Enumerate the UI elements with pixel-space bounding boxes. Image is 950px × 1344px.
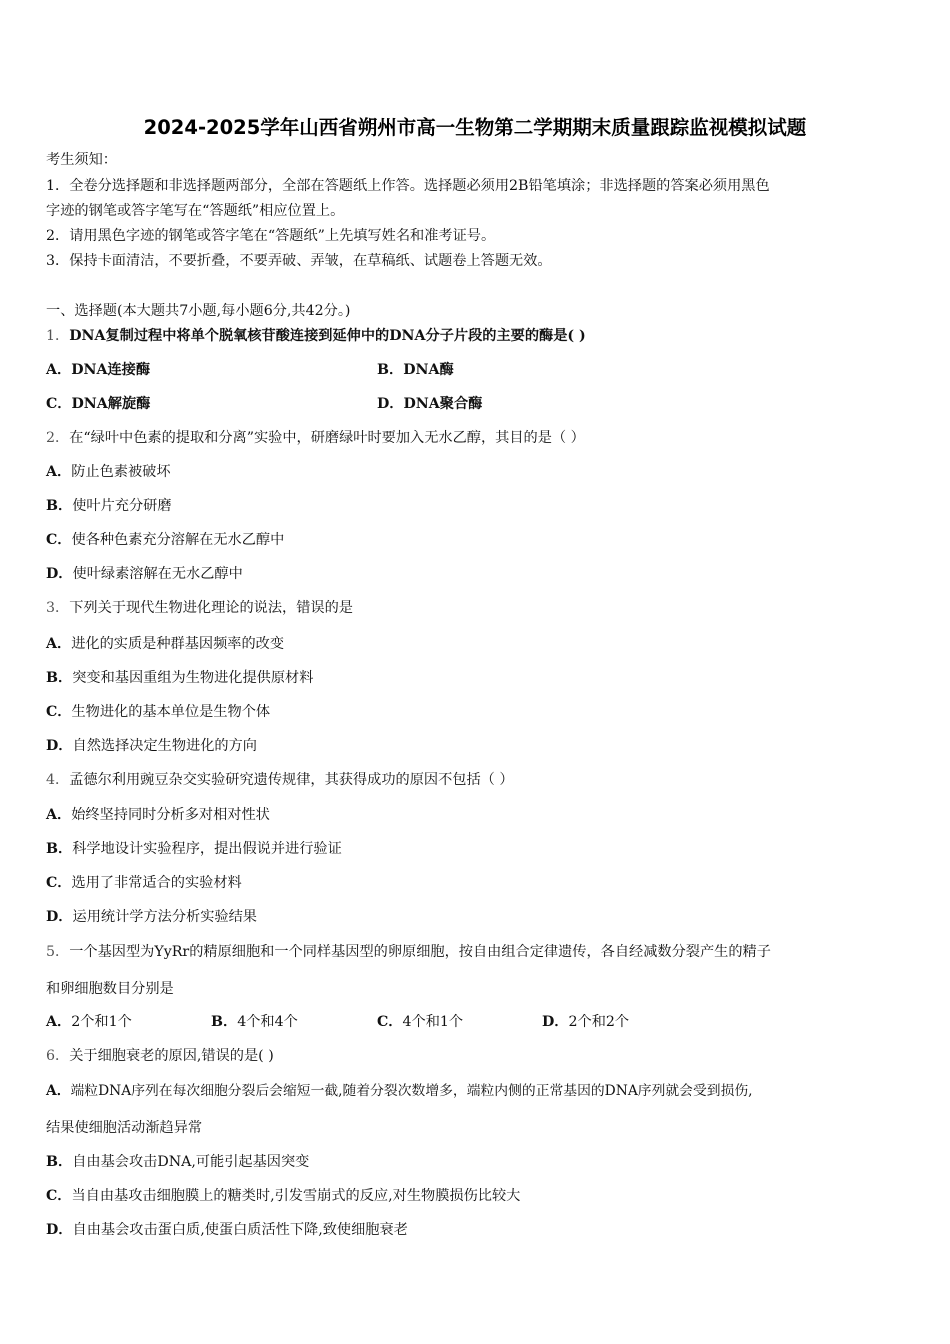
option-label: A． [46,1083,71,1099]
option-label: A． [46,464,72,480]
option-text: 生物进化的基本单位是生物个体 [71,704,271,720]
option-text: 使叶片充分研磨 [72,498,172,514]
q2-option-b[interactable] [46,496,172,516]
question-5 [46,942,771,962]
option-text: 当自由基攻击细胞膜上的糖类时,引发雪崩式的反应,对生物膜损伤比较大 [71,1188,521,1204]
option-text: DNA连接酶 [71,362,151,378]
option-text: 2个和1个 [71,1014,132,1030]
option-label: C． [377,1014,403,1030]
option-label: B． [46,498,73,514]
option-text: 4个和4个 [237,1014,298,1030]
question-5-continued: 和卵细胞数目分别是 [46,981,174,997]
option-text: 使各种色素充分溶解在无水乙醇中 [71,532,285,548]
option-label: D． [46,566,73,582]
q1-option-c[interactable] [46,394,150,414]
option-text: DNA解旋酶 [71,396,151,412]
q2-option-c[interactable] [46,530,284,550]
notice-heading: 考生须知： [46,152,117,168]
question-6 [46,1046,274,1066]
option-label: C． [46,396,72,412]
notice-line-4: 3．保持卡面清洁，不要折叠，不要弄破、弄皱，在草稿纸、试题卷上答题无效。 [46,253,552,269]
option-text: DNA聚合酶 [403,396,483,412]
notice-line-2: 字迹的钢笔或答字笔写在“答题纸”相应位置上。 [46,203,345,219]
option-label: D． [377,396,404,412]
question-stem: 在“绿叶中色素的提取和分离”实验中，研磨绿叶时要加入无水乙醇，其目的是（ ） [69,430,585,446]
option-label: A． [46,1014,72,1030]
option-text: 使叶绿素溶解在无水乙醇中 [72,566,243,582]
option-label: B． [377,362,404,378]
option-text: 4个和1个 [402,1014,464,1030]
question-1 [46,326,586,346]
notice-line-3: 2．请用黑色字迹的钢笔或答字笔在“答题纸”上先填写姓名和准考证号。 [46,228,496,244]
option-text: 选用了非常适合的实验材料 [71,875,242,891]
option-label: A． [46,636,72,652]
question-number: 5． [46,944,70,960]
question-stem: 一个基因型为YyRr的精原细胞和一个同样基因型的卵原细胞，按自由组合定律遗传，各自经减数分裂产生的精子 [69,944,771,960]
q6-option-a[interactable] [46,1081,753,1101]
option-label: B． [46,670,73,686]
q3-option-c[interactable] [46,702,270,722]
q3-option-a[interactable] [46,634,284,654]
q4-option-a[interactable] [46,805,270,825]
option-label: C． [46,1188,72,1204]
question-stem: 关于细胞衰老的原因,错误的是( ) [69,1048,274,1064]
question-3 [46,598,353,618]
option-text: 自由基会攻击蛋白质,使蛋白质活性下降,致使细胞衰老 [72,1222,408,1238]
q1-option-a[interactable] [46,360,150,380]
q3-option-d[interactable] [46,736,257,756]
option-label: C． [46,704,72,720]
question-number: 6． [46,1048,70,1064]
q6-option-d[interactable] [46,1220,408,1240]
option-text: 进化的实质是种群基因频率的改变 [71,636,285,652]
q6-option-c[interactable] [46,1186,520,1206]
option-label: D． [46,909,73,925]
option-text: 始终坚持同时分析多对相对性状 [71,807,270,823]
question-2 [46,428,585,448]
option-text: 科学地设计实验程序，提出假说并进行验证 [72,841,342,857]
option-label: C． [46,875,72,891]
q4-option-b[interactable] [46,839,342,859]
question-stem: 孟德尔利用豌豆杂交实验研究遗传规律，其获得成功的原因不包括（ ） [69,772,514,788]
option-text: 防止色素被破坏 [71,464,171,480]
option-label: D． [46,738,73,754]
q5-option-b[interactable] [211,1012,298,1032]
option-label: B． [46,841,73,857]
q5-option-c[interactable] [377,1012,463,1032]
option-text: 突变和基因重组为生物进化提供原材料 [72,670,314,686]
option-label: D． [542,1014,569,1030]
question-number: 4． [46,772,70,788]
option-label: B． [211,1014,238,1030]
option-label: B． [46,1154,73,1170]
q5-option-d[interactable] [542,1012,629,1032]
question-number: 2． [46,430,70,446]
option-label: C． [46,532,72,548]
option-text: 自然选择决定生物进化的方向 [72,738,257,754]
q5-option-a[interactable] [46,1012,132,1032]
q3-option-b[interactable] [46,668,313,688]
question-number: 1． [46,328,70,344]
notice-line-1: 1．全卷分选择题和非选择题两部分，全部在答题纸上作答。选择题必须用2B铅笔填涂；非选择题的答案必须用黑色 [46,178,770,194]
q1-option-b[interactable] [377,360,454,380]
q6-option-a-continued: 结果使细胞活动渐趋异常 [46,1120,203,1136]
option-label: A． [46,362,72,378]
page-title: 2024-2025学年山西省朔州市高一生物第二学期期末质量跟踪监视模拟试题 [143,116,807,139]
option-text: 运用统计学方法分析实验结果 [72,909,257,925]
q4-option-d[interactable] [46,907,257,927]
option-text: 自由基会攻击DNA,可能引起基因突变 [72,1154,310,1170]
question-number: 3． [46,600,70,616]
section-heading: 一、选择题(本大题共7小题,每小题6分,共42分。) [46,303,351,319]
q2-option-a[interactable] [46,462,171,482]
option-label: A． [46,807,72,823]
q1-option-d[interactable] [377,394,482,414]
option-text: DNA酶 [403,362,454,378]
option-text: 2个和2个 [568,1014,630,1030]
q6-option-b[interactable] [46,1152,309,1172]
question-stem: 下列关于现代生物进化理论的说法，错误的是 [69,600,353,616]
question-stem: DNA复制过程中将单个脱氧核苷酸连接到延伸中的DNA分子片段的主要的酶是( ) [69,328,586,344]
question-4 [46,770,514,790]
q2-option-d[interactable] [46,564,243,584]
option-label: D． [46,1222,73,1238]
q4-option-c[interactable] [46,873,242,893]
option-text: 端粒DNA序列在每次细胞分裂后会缩短一截,随着分裂次数增多，端粒内侧的正常基因的DNA序列就会受到损伤, [70,1083,753,1099]
